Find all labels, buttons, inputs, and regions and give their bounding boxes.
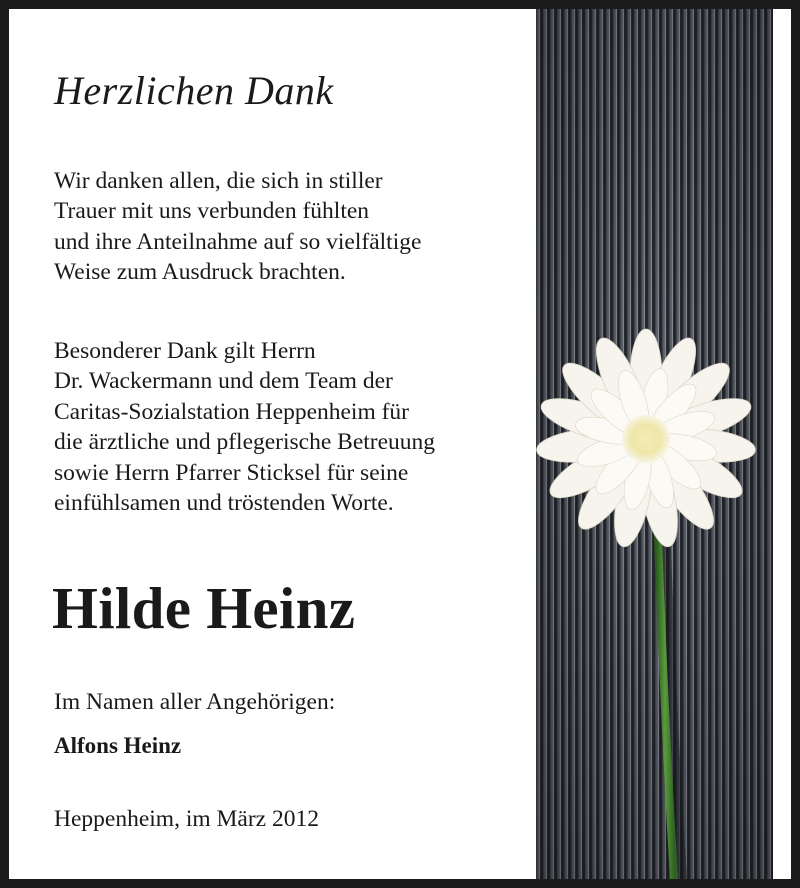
paragraph-special-thanks [54, 336, 435, 518]
signer-name: Alfons Heinz [54, 733, 182, 758]
gerbera-flower-icon [536, 9, 773, 879]
paragraph-line: Besonderer Dank gilt Herrn [54, 338, 316, 364]
paragraph-line: einfühlsamen und tröstenden Worte. [54, 489, 394, 516]
paragraph-line: und ihre Anteilnahme auf so vielfältige [54, 228, 422, 255]
paragraph-line: die ärztliche und pflegerische Betreuung [54, 429, 436, 456]
paragraph-line: Trauer mit uns verbunden fühlten [54, 198, 370, 225]
paragraph-line: Dr. Wackermann und dem Team der [54, 368, 393, 395]
deceased-name: Hilde Heinz [52, 575, 356, 641]
paragraph-thanks [54, 166, 421, 288]
paragraph-line: Caritas-Sozialstation Heppenheim für [54, 398, 410, 425]
paragraph-line: Wir danken allen, die sich in stiller [54, 168, 383, 194]
paragraph-line: Weise zum Ausdruck brachten. [54, 259, 346, 286]
flower-photo [536, 9, 773, 879]
place-date: Heppenheim, im März 2012 [54, 806, 319, 832]
behalf-line: Im Namen aller Angehörigen: [54, 689, 336, 715]
heading: Herzlichen Dank [54, 68, 334, 113]
paragraph-line: sowie Herrn Pfarrer Sticksel für seine [54, 459, 409, 486]
